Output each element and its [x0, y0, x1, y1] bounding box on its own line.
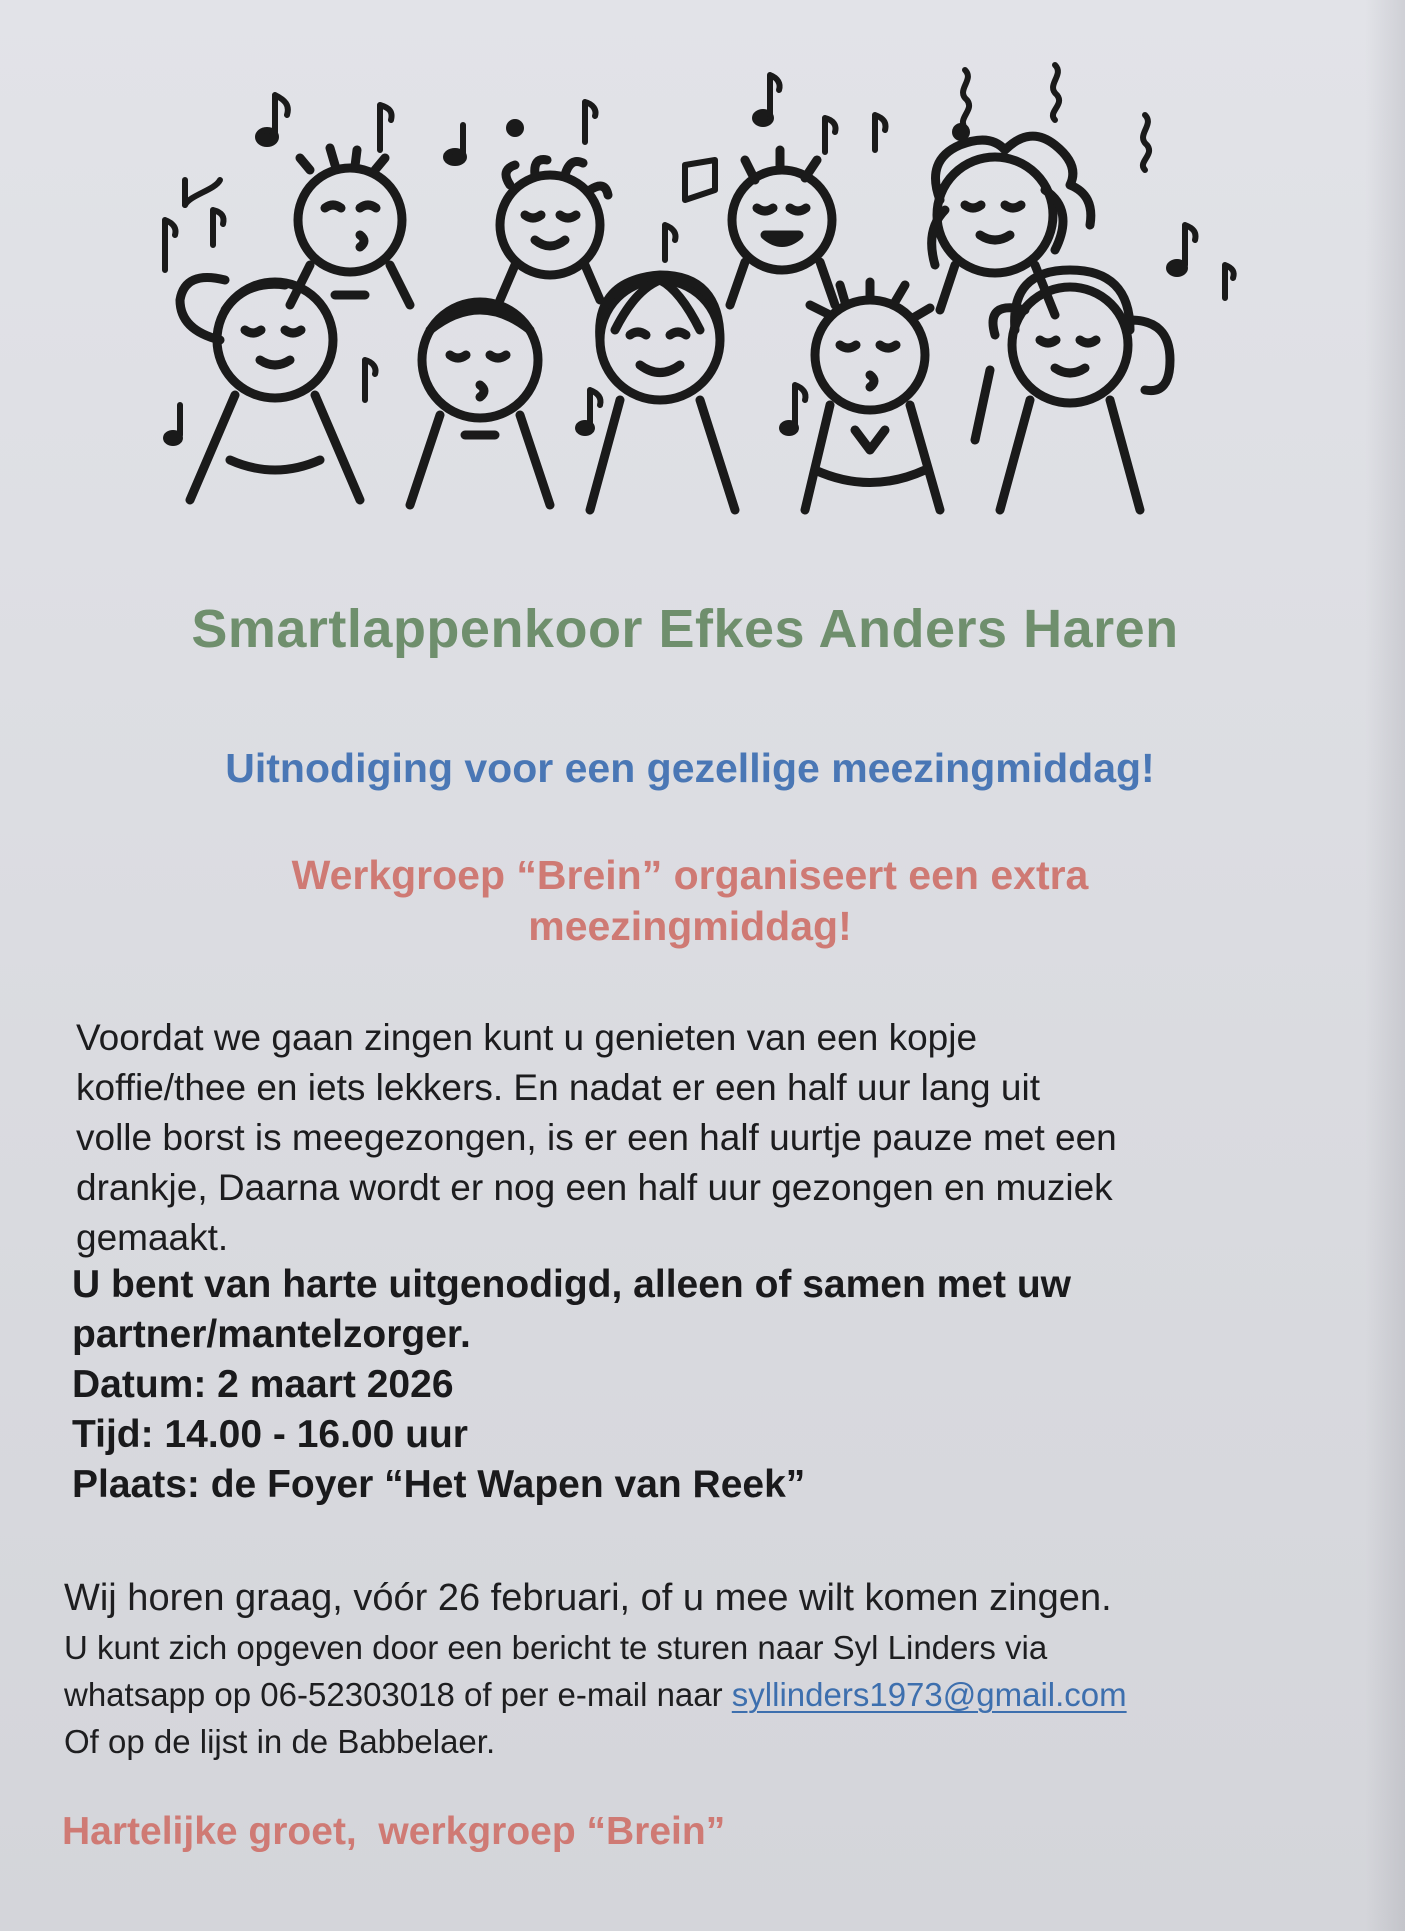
signup-instructions: U kunt zich opgeven door een bericht te sturen naar Syl Linders via — [64, 1629, 1048, 1666]
event-time: Tijd: 14.00 - 16.00 uur — [72, 1413, 468, 1456]
event-date: Datum: 2 maart 2026 — [72, 1363, 454, 1406]
email-link[interactable]: syllinders1973@gmail.com — [731, 1676, 1127, 1713]
intro-paragraph — [76, 1013, 1336, 1263]
closing-greeting: Hartelijke groet, werkgroep “Brein” — [62, 1810, 726, 1853]
event-place: Plaats: de Foyer “Het Wapen van Reek” — [72, 1463, 806, 1506]
rsvp-deadline: Wij horen graag, vóór 26 februari, of u mee wilt komen zingen. — [64, 1577, 1112, 1619]
invite-line: partner/mantelzorger. — [72, 1313, 471, 1356]
contact-methods — [64, 1671, 1364, 1718]
invitation-subtitle: Uitnodiging voor een gezellige meezingmiddag! — [225, 745, 1155, 791]
singing-choir-illustration — [95, 40, 1255, 550]
contact-info — [64, 1572, 1364, 1765]
intro-line: Voordat we gaan zingen kunt u genieten van een kopje — [76, 1017, 978, 1058]
organizer-line: Werkgroep “Brein” organiseert een extra — [291, 852, 1089, 898]
organizer-line: meezingmiddag! — [528, 903, 852, 949]
invite-line: U bent van harte uitgenodigd, alleen of samen met uw — [72, 1263, 1071, 1306]
intro-line: drankje, Daarna wordt er nog een half uur gezongen en muziek — [76, 1167, 1113, 1208]
page-shadow — [1365, 0, 1405, 1931]
front-row-singers — [180, 270, 1170, 510]
intro-line: volle borst is meegezongen, is er een half uurtje pauze met een — [76, 1117, 1117, 1158]
event-details — [72, 1260, 1332, 1510]
intro-line: koffie/thee en iets lekkers. En nadat er een half uur lang uit — [76, 1067, 1040, 1108]
choir-title: Smartlappenkoor Efkes Anders Haren — [191, 599, 1179, 659]
signup-list-note: Of op de lijst in de Babbelaer. — [64, 1723, 496, 1760]
intro-line: gemaakt. — [76, 1217, 229, 1258]
organizer-announcement — [180, 850, 1200, 952]
contact-methods-text: whatsapp op 06-52303018 of per e-mail naar — [64, 1676, 732, 1713]
